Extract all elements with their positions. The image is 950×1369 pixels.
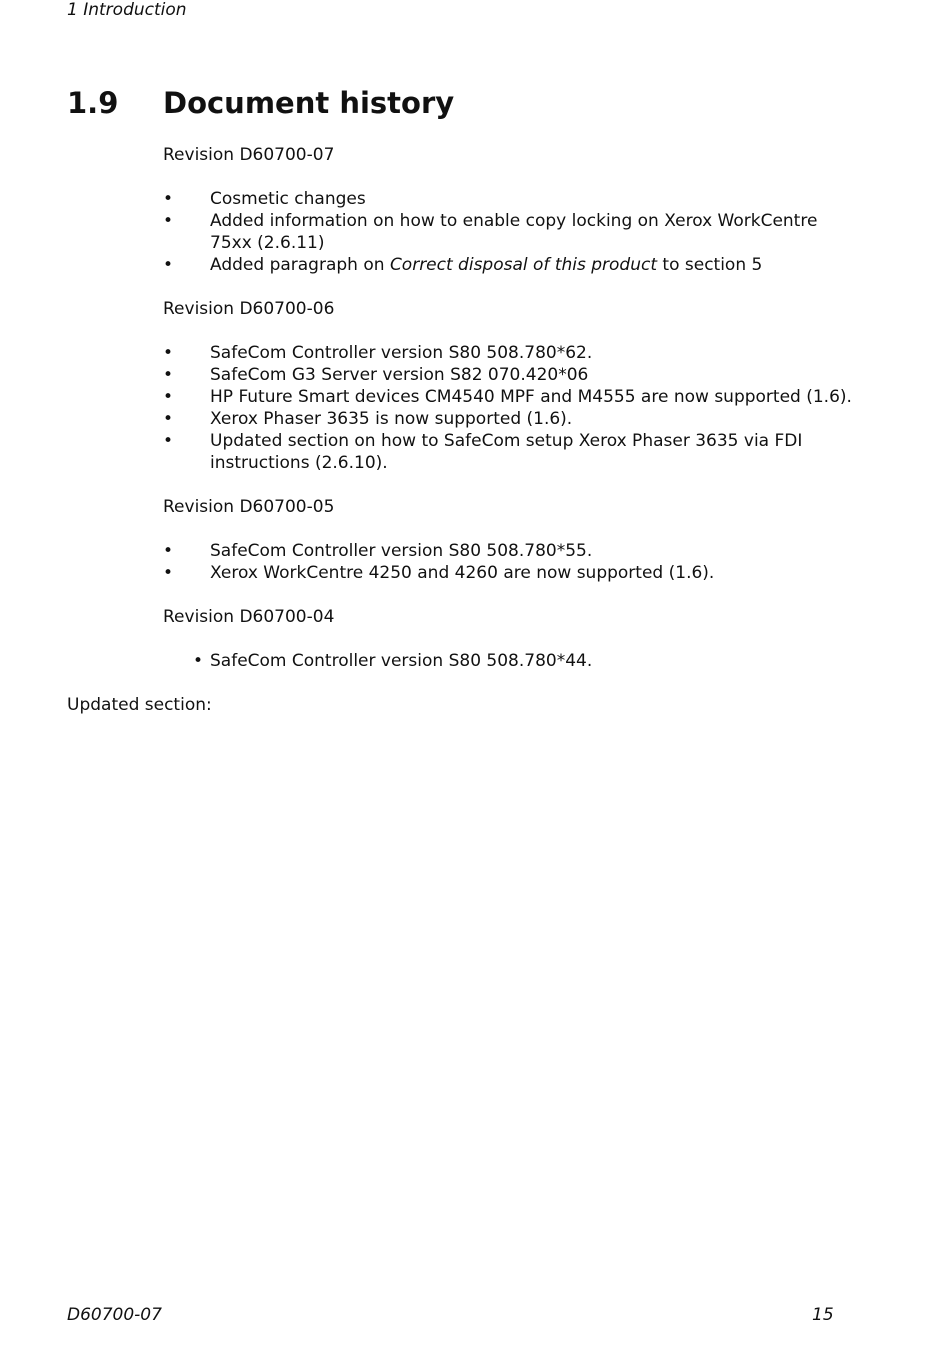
footer-doc-id: D60700-07 xyxy=(67,1305,162,1325)
running-header: 1 Introduction xyxy=(67,0,187,20)
bullet-icon: • xyxy=(163,211,174,231)
list-item: • SafeCom G3 Server version S82 070.420*06 xyxy=(163,365,589,385)
section-heading xyxy=(67,86,454,120)
emphasized-text: Correct disposal of this product xyxy=(389,255,657,275)
bullet-icon: • xyxy=(163,255,174,275)
bullet-icon: • xyxy=(163,343,174,363)
list-item: • Added paragraph on Correct disposal of this product to section 5 xyxy=(163,255,763,275)
list-item: • Added information on how to enable copy locking on Xerox WorkCentre 75xx (2.6.11) xyxy=(163,211,818,253)
bullet-icon: • xyxy=(163,409,174,429)
bullet-icon: • xyxy=(163,541,174,561)
revision-label: Revision D60700-04 xyxy=(163,607,335,627)
revision-items xyxy=(163,188,863,276)
list-item: • Xerox WorkCentre 4250 and 4260 are now supported (1.6). xyxy=(163,563,715,583)
revision-items xyxy=(163,650,863,672)
bullet-icon: • xyxy=(163,387,174,407)
list-item: • SafeCom Controller version S80 508.780*55. xyxy=(163,541,593,561)
footer-page-number: 15 xyxy=(812,1305,834,1325)
revision-items xyxy=(163,342,863,474)
list-item: • SafeCom Controller version S80 508.780*62. xyxy=(163,343,593,363)
revision-label: Revision D60700-05 xyxy=(163,497,335,517)
bullet-icon: • xyxy=(163,563,174,583)
section-title: Document history xyxy=(163,86,455,120)
list-item: • SafeCom Controller version S80 508.780*44. xyxy=(193,651,593,671)
document-history-content xyxy=(163,144,863,694)
bullet-icon: • xyxy=(163,365,174,385)
bullet-icon: • xyxy=(163,431,174,451)
updated-section-label: Updated section: xyxy=(67,695,212,715)
list-item: • Cosmetic changes xyxy=(163,189,366,209)
list-item: • Updated section on how to SafeCom setup Xerox Phaser 3635 via FDI instructions (2.6.10). xyxy=(163,431,803,473)
list-item: • Xerox Phaser 3635 is now supported (1.6). xyxy=(163,409,573,429)
revision-items xyxy=(163,540,863,584)
list-item: • HP Future Smart devices CM4540 MPF and M4555 are now supported (1.6). xyxy=(163,387,852,407)
bullet-icon: • xyxy=(193,651,204,671)
bullet-icon: • xyxy=(163,189,174,209)
revision-label: Revision D60700-06 xyxy=(163,299,335,319)
revision-label: Revision D60700-07 xyxy=(163,145,335,165)
section-number: 1.9 xyxy=(67,86,119,120)
